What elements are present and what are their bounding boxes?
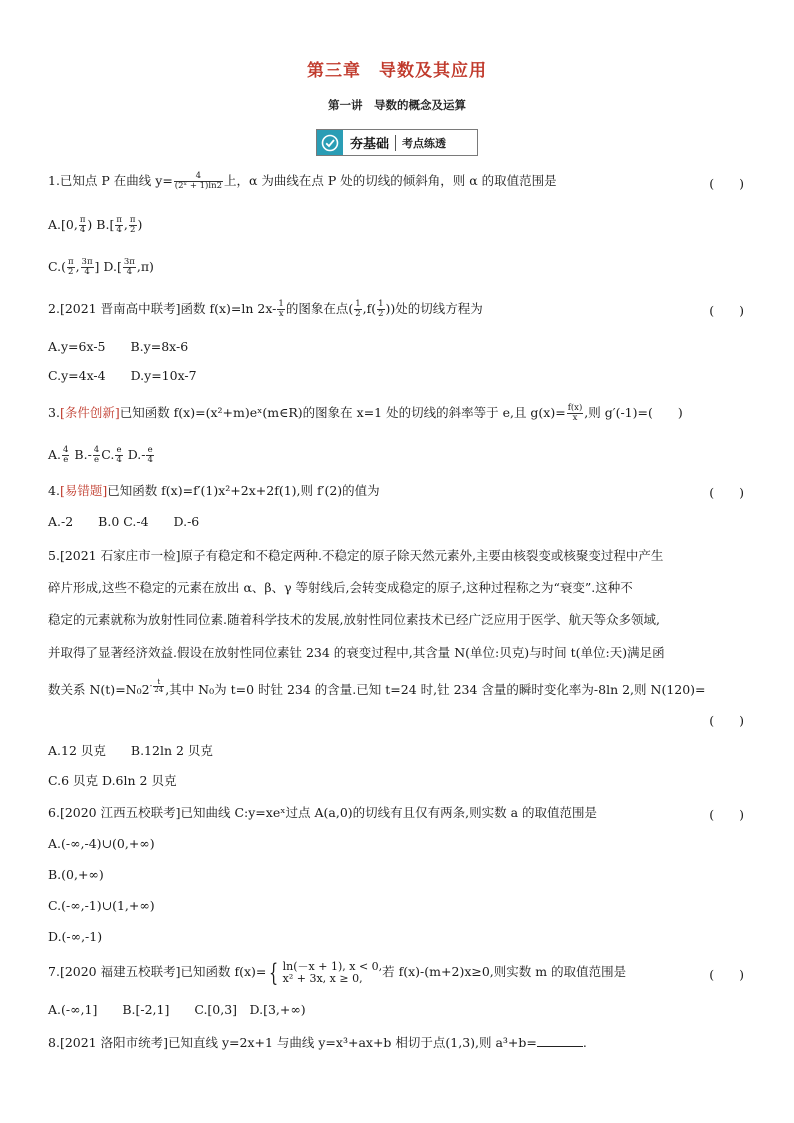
q7-stem-post: 若 f(x)-(m+2)x≥0,则实数 m 的取值范围是 — [382, 964, 627, 979]
q2-stem-pre: 函数 f(x)=ln 2x- — [180, 301, 277, 316]
q1-c-end: ] — [94, 259, 100, 274]
q3-d-num: e — [147, 445, 153, 455]
q8-number: 8. — [48, 1035, 60, 1050]
q8-stem: 已知直线 y=2x+1 与曲线 y=x³+ax+b 相切于点(1,3),则 a³+b= — [167, 1035, 537, 1050]
q2-f2-den: 2 — [355, 309, 361, 319]
q1-b-frac1 — [115, 216, 123, 235]
question-5-line2: 碎片形成,这些不稳定的元素在放出 α、β、γ 等射线后,会转变成稳定的原子,这种过程称之为“衰变”.这种不 — [48, 580, 633, 595]
q5-answer-paren: ( ) — [709, 713, 744, 728]
q1-d-den: 4 — [126, 267, 133, 277]
q1-b-end: ) — [137, 217, 143, 232]
q4-options: A.-2 B.0 C.-4 D.-6 — [48, 514, 200, 529]
q3-d-den: 4 — [147, 455, 153, 465]
q2-frac1 — [277, 300, 284, 319]
question-1 — [48, 172, 557, 191]
q5-formula: 数关系 N(t)=N₀2 — [48, 682, 150, 697]
q1-options-row1: A.[0, $\frac{\pi}{4}$ ) B.[ $\frac{\pi}{4}$ , $\frac{\pi}{2}$ ) — [48, 215, 143, 235]
q3-b-den: e — [93, 455, 100, 465]
q1-c-den2: 4 — [84, 267, 90, 277]
q2-options-row2: C.y=4x-4 D.y=10x-7 — [48, 368, 197, 383]
q8-answer-blank[interactable] — [537, 1034, 583, 1047]
q2-f1-num: 1 — [278, 299, 284, 309]
q5-exp-num: t — [153, 679, 164, 687]
q8-source-tag: [2021 洛阳市统考] — [59, 1035, 168, 1050]
q6-answer-paren: ( ) — [709, 807, 744, 822]
q5-options-row2: C.6 贝克 D.6ln 2 贝克 — [48, 773, 177, 788]
q4-number: 4. — [48, 483, 60, 498]
question-8 — [48, 1034, 587, 1051]
q1-b-num2: π — [129, 215, 136, 225]
q6-option-a: A.(-∞,-4)∪(0,+∞) — [48, 836, 155, 851]
q5-text-1: 原子有稳定和不稳定两种.不稳定的原子除天然元素外,主要由核裂变或核聚变过程中产生 — [180, 548, 664, 563]
q8-end: . — [582, 1035, 587, 1050]
q7-case2: x² + 3x, x ≥ 0, — [282, 971, 363, 985]
q2-number: 2. — [48, 301, 60, 316]
q3-a-frac — [62, 446, 69, 465]
q3-stem-post: ,则 g′(-1)=( ) — [584, 405, 683, 420]
q1-a-end: ) — [87, 217, 93, 232]
q4-source-tag: [易错题] — [59, 483, 108, 498]
q6-stem: 已知曲线 C:y=xeˣ过点 A(a,0)的切线有且仅有两条,则实数 a 的取值范围是 — [180, 805, 598, 820]
section-badge — [316, 129, 478, 156]
question-6 — [48, 805, 597, 821]
q6-option-d: D.(-∞,-1) — [48, 929, 103, 944]
q7-source-tag: [2020 福建五校联考] — [59, 964, 181, 979]
q5-number: 5. — [48, 548, 60, 563]
q2-source-tag: [2021 晋南高中联考] — [59, 301, 181, 316]
q1-option-c: C.( — [48, 259, 66, 274]
q7-number: 7. — [48, 964, 60, 979]
q1-frac-den: (2ˣ + 1)ln2 — [174, 181, 222, 191]
q2-options-row1: A.y=6x-5 B.y=8x-6 — [48, 339, 189, 354]
question-5-line1 — [48, 548, 663, 564]
q6-option-c: C.(-∞,-1)∪(1,+∞) — [48, 898, 155, 913]
q7-case1: ln(－x + 1), x < 0, — [282, 959, 383, 973]
q1-stem-pre: 1.已知点 P 在曲线 y= — [48, 173, 173, 188]
q1-c-num2: 3π — [81, 257, 93, 267]
question-3 — [48, 404, 683, 423]
q3-g-num: f(x) — [567, 403, 583, 413]
q2-answer-paren: ( ) — [709, 303, 744, 318]
question-5-line4: 并取得了显著经济效益.假设在放射性同位素钍 234 的衰变过程中,其含量 N(单位:贝克)与时间 t(单位:天)满足函 — [48, 645, 665, 660]
q1-b-den1: 4 — [116, 225, 122, 235]
q2-f2-num: 1 — [355, 299, 361, 309]
q3-c-den: 4 — [116, 455, 122, 465]
q1-a-num: π — [79, 215, 86, 225]
q1-c-num1: π — [67, 257, 74, 267]
q2-f3-num: 1 — [378, 299, 384, 309]
q4-answer-paren: ( ) — [709, 485, 744, 500]
q3-b-num: 4 — [93, 445, 100, 455]
q5-exp-den: 24 — [154, 685, 164, 694]
q1-c-frac2 — [81, 258, 94, 277]
q1-a-den: 4 — [79, 225, 86, 235]
q1-options-row2: C.( $\frac{\pi}{2}$ , $\frac{3\pi}{4}$ ] D.[ $\frac{3\pi}{4}$ ,π) — [48, 257, 154, 277]
check-circle-icon — [317, 130, 343, 155]
q6-source-tag: [2020 江西五校联考] — [59, 805, 181, 820]
q1-option-b: B.[ — [96, 217, 115, 232]
q3-source-tag: [条件创新] — [59, 405, 120, 420]
q1-option-d: D.[ — [103, 259, 122, 274]
q3-options — [48, 446, 155, 465]
q1-fraction — [174, 172, 223, 191]
q1-answer-paren: ( ) — [709, 176, 744, 191]
q3-option-c: C. — [101, 447, 115, 462]
badge-main-label: 夯基础 — [350, 137, 390, 152]
q3-a-num: 4 — [63, 445, 69, 455]
q1-c-frac1 — [67, 258, 75, 277]
q3-g-frac — [567, 404, 584, 423]
q1-b-num1: π — [116, 215, 122, 225]
q1-d-end: ,π) — [136, 259, 154, 274]
question-5-line3: 稳定的元素就称为放射性同位素.随着科学技术的发展,放射性同位素技术已经广泛应用于医学、航天等众多领域, — [48, 612, 660, 627]
q6-number: 6. — [48, 805, 60, 820]
q5-exp-frac — [153, 679, 164, 694]
q2-frac2 — [354, 300, 361, 319]
q3-option-b: B.- — [70, 447, 92, 462]
q2-f1-den: x — [278, 309, 284, 319]
q3-number: 3. — [48, 405, 60, 420]
q1-option-a: A.[0, — [48, 217, 78, 232]
q7-answer-paren: ( ) — [709, 967, 744, 982]
q1-b-frac2 — [129, 216, 137, 235]
question-5-line5 — [48, 678, 706, 698]
badge-sub-label: 考点练透 — [402, 136, 447, 150]
q3-c-num: e — [116, 445, 122, 455]
q1-d-frac — [123, 258, 136, 277]
q7-options: A.(-∞,1] B.[-2,1] C.[0,3] D.[3,+∞) — [48, 1002, 306, 1017]
q3-c-frac — [115, 446, 122, 465]
q7-brace: { — [269, 958, 279, 987]
q7-piecewise — [283, 961, 383, 985]
q5-options-row1: A.12 贝克 B.12ln 2 贝克 — [48, 743, 213, 758]
q2-stem-mid2: ,f( — [362, 301, 377, 316]
q3-option-d: D.- — [123, 447, 146, 462]
q7-stem-pre: 已知函数 f(x)= — [180, 964, 267, 979]
q2-f3-den: 2 — [378, 309, 384, 319]
q3-option-a: A. — [48, 447, 62, 462]
q6-option-b: B.(0,+∞) — [48, 867, 104, 882]
chapter-title: 第三章 导数及其应用 — [307, 61, 487, 81]
q1-a-frac — [79, 216, 87, 235]
lesson-title: 第一讲 导数的概念及运算 — [328, 98, 466, 112]
question-2 — [48, 300, 483, 319]
q1-stem-post: 上，α 为曲线在点 P 处的切线的倾斜角，则 α 的取值范围是 — [223, 173, 557, 188]
q1-c-den1: 2 — [68, 267, 74, 277]
q3-b-frac — [93, 446, 100, 465]
question-7 — [48, 958, 626, 986]
q2-frac3 — [377, 300, 384, 319]
q1-d-num: 3π — [123, 257, 135, 267]
q4-stem: 已知函数 f(x)=f′(1)x²+2x+2f(1),则 f′(2)的值为 — [107, 483, 380, 498]
question-4 — [48, 483, 380, 499]
q2-stem-post: ))处的切线方程为 — [385, 301, 483, 316]
q1-b-den2: 2 — [129, 225, 136, 235]
q3-a-den: e — [63, 455, 69, 465]
q1-frac-num: 4 — [174, 172, 223, 182]
q5-source-tag: [2021 石家庄市一检] — [59, 548, 181, 563]
q5-exponent — [150, 678, 166, 694]
q2-stem-mid: 的图象在点( — [285, 301, 354, 316]
q3-stem-pre: 已知函数 f(x)=(x²+m)eˣ(m∈R)的图象在 x=1 处的切线的斜率等于 e,且 g(x)= — [119, 405, 566, 420]
q3-d-frac — [146, 446, 153, 465]
q3-g-den: x — [572, 413, 578, 423]
q5-text-5: ,其中 N₀为 t=0 时钍 234 的含量.已知 t=24 时,钍 234 含量的瞬时变化率为-8ln 2,则 N(120)= — [165, 682, 706, 697]
q5-exp-sign: - — [149, 681, 153, 690]
